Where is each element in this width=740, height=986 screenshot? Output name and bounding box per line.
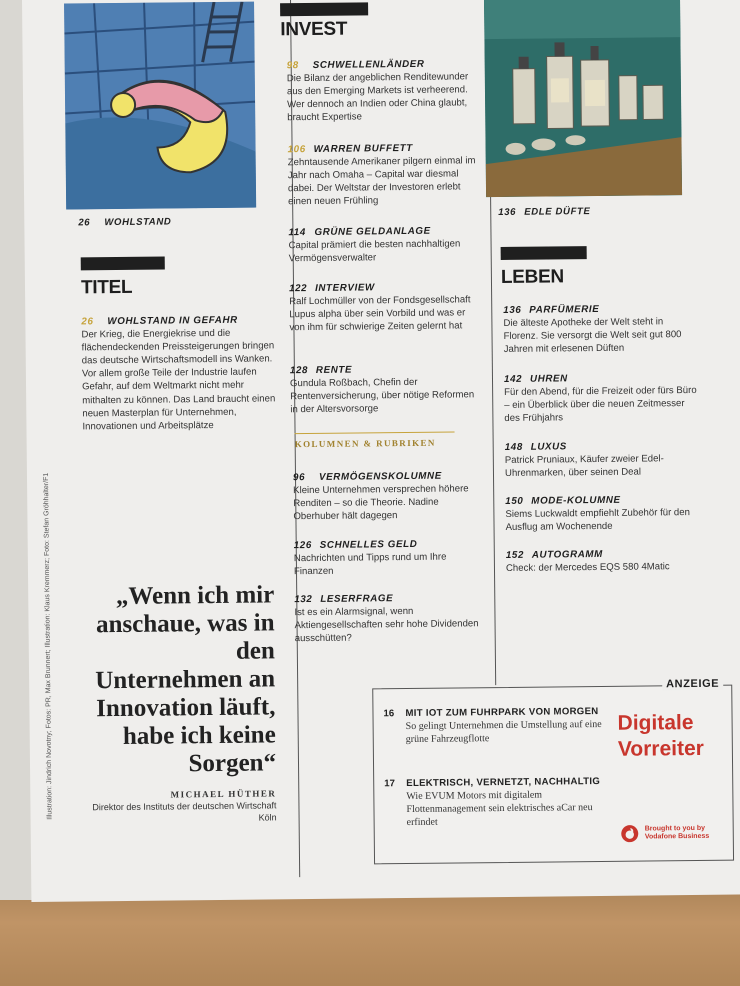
leben-entry-2[interactable]: 142 UHREN Für den Abend, für die Freizeit oder fürs Büro – ein Überblick über die neuen Zeitmesser des Frühjahrs [503, 373, 697, 425]
edle-duefte-photo [484, 0, 682, 197]
invest-entry-5[interactable]: 128 RENTE Gundula Roßbach, Chefin der Rentenversicherung, über nötige Reformen in der Altersvorsorge [289, 364, 475, 416]
vodafone-logo-icon [621, 825, 639, 843]
leben-entry-4[interactable]: 150 MODE-KOLUMNE Siems Luckwaldt empfiehlt Zubehör für den Ausflug am Wochenende [505, 494, 690, 534]
invest-entry-4[interactable]: 122 INTERVIEW Ralf Lochmüller von der Fondsgesellschaft Lupus alpha über sein Vorbild und was er von ihm für schwierige Zeiten gelernt hat [288, 282, 471, 334]
advertisement-box[interactable] [372, 677, 734, 865]
ad-sponsor: Brought to you by Vodafone Business [644, 824, 710, 841]
ad-item-2[interactable]: 17 ELEKTRISCH, VERNETZT, NACHHALTIG Wie EVUM Motors mit digitalem Flottenmanagement sein elektrisches aCar neu erfindet [384, 775, 601, 829]
ad-label: ANZEIGE [662, 678, 723, 691]
invest-entry-3[interactable]: 114 GRÜNE GELDANLAGE Capital prämiert die besten nachhaltigen Vermögensverwalter [288, 225, 461, 265]
section-title-titel: TITEL [80, 276, 133, 299]
magazine-page [22, 0, 740, 902]
kolumne-entry-1[interactable]: 96 VERMÖGENSKOLUMNE Kleine Unternehmen versprechen höhere Renditen – so die Theorie. Nadine Oberhuber hält dagegen [292, 470, 469, 523]
photo-credits: Illustration: Jindrich Novotny; Fotos: PR, Max Brunnert; Illustration: Klaus Kremmerz; Foto: Stefan Gröhhalter/F1 [42, 472, 54, 820]
leben-entry-1[interactable]: 136 PARFÜMERIE Die älteste Apotheke der Welt steht in Florenz. Sie versorgt die Welt seit gut 800 Jahren mit erlesenen Düften [503, 303, 682, 356]
pull-quote: „Wenn ich mir anschaue, was in den Unternehmen an Innovation läuft, habe ich keine Sorgen“ [95, 581, 277, 778]
section-title-invest: INVEST [280, 18, 348, 41]
section-bar-titel [81, 257, 165, 271]
kolumnen-label: KOLUMNEN & RUBRIKEN [294, 437, 436, 450]
ad-brand-title: Digitale Vorreiter [617, 711, 704, 761]
kolumnen-rule [295, 431, 455, 434]
titel-entry[interactable]: 26 WOHLSTAND IN GEFAHR Der Krieg, die Energiekrise und die flächendeckenden Preissteigerungen bringen das deutsche Wirtschaftsmodell ins Wanken. Vor allem große Teile der Industrie laufen Gefahr, auf dem Weltmarkt nicht mehr mithalten zu können. Das Land braucht einen neuen Masterplan für Unternehmen, Innovationen und Arbeitsplätze [81, 314, 276, 433]
kolumne-entry-2[interactable]: 126 SCHNELLES GELD Nachrichten und Tipps rund um Ihre Finanzen [293, 538, 447, 578]
kolumne-entry-3[interactable]: 132 LESERFRAGE Ist es ein Alarmsignal, wenn Aktiengesellschaften sehr hohe Dividenden ausschütten? [294, 593, 479, 645]
quote-author: MICHAEL HÜTHER Direktor des Instituts der deutschen Wirtschaft Köln [92, 788, 277, 823]
section-bar-invest [280, 2, 368, 16]
leben-entry-3[interactable]: 148 LUXUS Patrick Pruniaux, Käufer zweier Edel-Uhrenmarken, über seinen Deal [504, 441, 664, 480]
wohlstand-illustration [64, 2, 256, 210]
section-title-leben: LEBEN [500, 266, 564, 288]
leben-entry-5[interactable]: 152 AUTOGRAMM Check: der Mercedes EQS 580 4Matic [505, 548, 670, 575]
invest-entry-2[interactable]: 106 WARREN BUFFETT Zehntausende Amerikaner pilgern einmal im Jahr nach Omaha – Capital war diesmal dabei. Der Weltstar der Investoren erlebt einen neuen Frühling [287, 142, 476, 208]
section-bar-leben [501, 246, 587, 260]
ad-item-1[interactable]: 16 MIT IOT ZUM FUHRPARK VON MORGEN So gelingt Unternehmen die Umstellung auf eine grüne Fahrzeugflotte [383, 706, 602, 746]
image-caption-wohlstand[interactable]: 26 WOHLSTAND [78, 216, 172, 229]
invest-entry-1[interactable]: 98 SCHWELLENLÄNDER Die Bilanz der angeblichen Renditewunder aus den Emerging Markets ist verheerend. Wer dennoch an Indien oder China glaubt, braucht Expertise [286, 58, 469, 124]
image-caption-edle-duefte[interactable]: 136 EDLE DÜFTE [498, 206, 591, 219]
